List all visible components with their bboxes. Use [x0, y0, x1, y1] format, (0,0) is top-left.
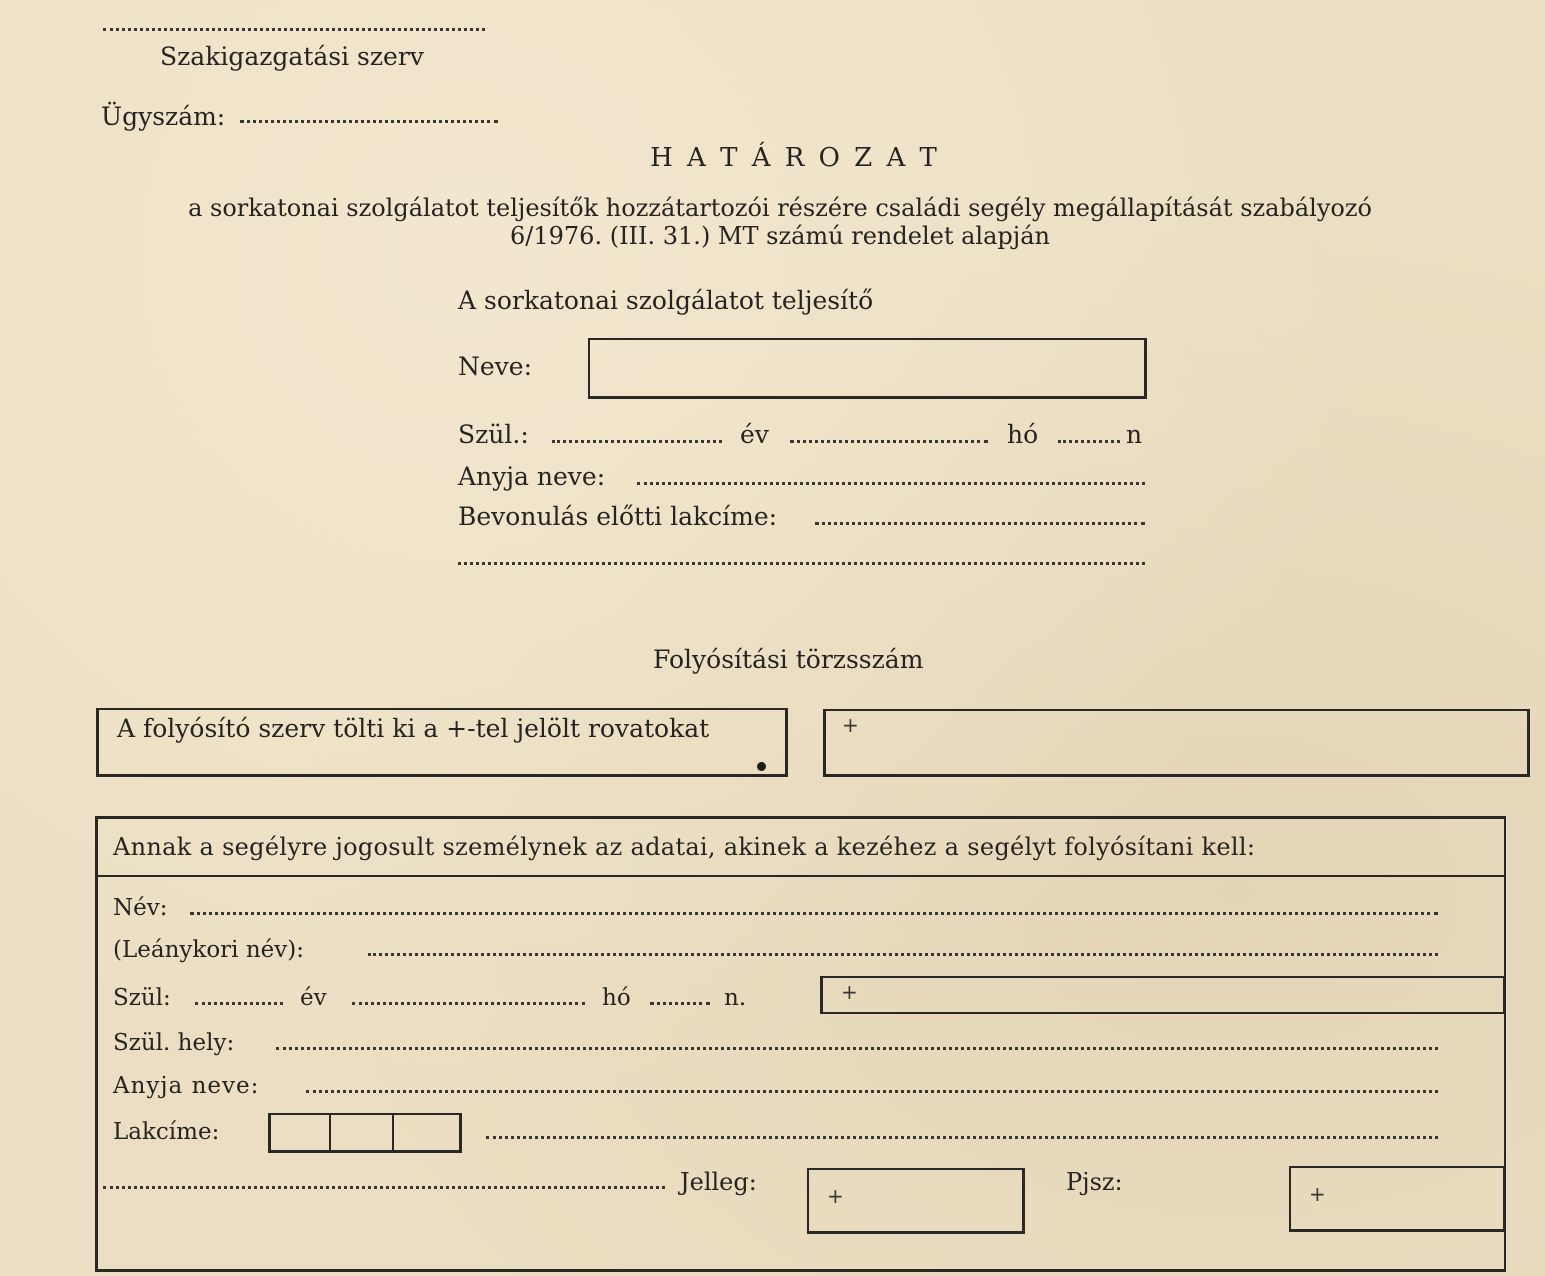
case-number-label: Ügyszám:	[101, 102, 226, 131]
soldier-day-label: n	[1126, 420, 1143, 449]
recipient-birth-year-field[interactable]	[195, 1002, 283, 1005]
payment-serial-label: Folyósítási törzsszám	[653, 645, 924, 674]
recipient-address-label: Lakcíme:	[113, 1119, 220, 1145]
pjsz-label: Pjsz:	[1066, 1168, 1123, 1196]
pjsz-field[interactable]	[1289, 1166, 1506, 1232]
instruction-box	[96, 708, 788, 777]
recipient-birthplace-label: Szül. hely:	[113, 1030, 235, 1056]
recipient-birthplace-field[interactable]	[276, 1047, 1438, 1050]
soldier-name-label: Neve:	[458, 352, 533, 381]
recipient-maiden-field[interactable]	[368, 953, 1438, 956]
soldier-birth-label: Szül.:	[458, 420, 529, 449]
soldier-birth-day-field[interactable]	[1058, 440, 1120, 443]
org-dotted-line	[103, 28, 485, 31]
recipient-birth-plus-field[interactable]	[820, 976, 1506, 1014]
soldier-address-field-2[interactable]	[458, 562, 1145, 565]
ink-dot	[757, 762, 766, 771]
soldier-mother-label: Anyja neve:	[458, 462, 606, 491]
type-label: Jelleg:	[680, 1168, 757, 1196]
soldier-year-label: év	[740, 420, 769, 449]
soldier-birth-month-field[interactable]	[790, 440, 988, 443]
type-field[interactable]	[807, 1168, 1025, 1234]
recipient-day-label: n.	[724, 985, 747, 1011]
recipient-birth-month-field[interactable]	[352, 1002, 585, 1005]
postal-code-divider-2	[392, 1115, 394, 1151]
subtitle-line-2: 6/1976. (III. 31.) MT számú rendelet alapján	[510, 222, 1050, 250]
recipient-maiden-label: (Leánykori név):	[113, 937, 304, 963]
recipient-section-divider	[95, 875, 1506, 877]
soldier-birth-year-field[interactable]	[552, 440, 722, 443]
recipient-section-title: Annak a segélyre jogosult személynek az adatai, akinek a kezéhez a segélyt folyósítani kell:	[113, 833, 1256, 861]
page-title: H A T Á R O Z A T	[650, 143, 940, 173]
soldier-section-label: A sorkatonai szolgálatot teljesítő	[458, 286, 874, 315]
soldier-address-field[interactable]	[815, 522, 1145, 525]
instruction-text: A folyósító szerv tölti ki a +-tel jelölt rovatokat	[117, 714, 710, 743]
recipient-year-label: év	[300, 985, 327, 1011]
soldier-address-label: Bevonulás előtti lakcíme:	[458, 502, 778, 531]
recipient-name-field[interactable]	[190, 912, 1438, 915]
serial-plus-mark: +	[842, 713, 859, 737]
birth-plus-mark: +	[841, 980, 858, 1004]
recipient-birth-day-field[interactable]	[650, 1002, 710, 1005]
recipient-birth-label: Szül:	[113, 985, 171, 1011]
payment-serial-field[interactable]	[823, 709, 1530, 777]
recipient-mother-label: Anyja neve:	[113, 1073, 260, 1099]
type-plus-mark: +	[827, 1184, 844, 1208]
recipient-month-label: hó	[602, 985, 631, 1011]
recipient-mother-field[interactable]	[306, 1090, 1438, 1093]
case-number-field[interactable]	[240, 120, 498, 123]
recipient-address-field-2[interactable]	[103, 1186, 665, 1189]
postal-code-field[interactable]	[268, 1113, 462, 1153]
subtitle-line-1: a sorkatonai szolgálatot teljesítők hozzátartozói részére családi segély megállapítását szabályozó	[188, 194, 1372, 222]
recipient-name-label: Név:	[113, 895, 168, 921]
soldier-name-field[interactable]	[588, 338, 1147, 399]
pjsz-plus-mark: +	[1309, 1182, 1326, 1206]
soldier-mother-field[interactable]	[637, 482, 1145, 485]
org-label: Szakigazgatási szerv	[160, 42, 424, 71]
recipient-address-field[interactable]	[486, 1136, 1438, 1139]
soldier-month-label: hó	[1007, 420, 1039, 449]
postal-code-divider-1	[329, 1115, 331, 1151]
